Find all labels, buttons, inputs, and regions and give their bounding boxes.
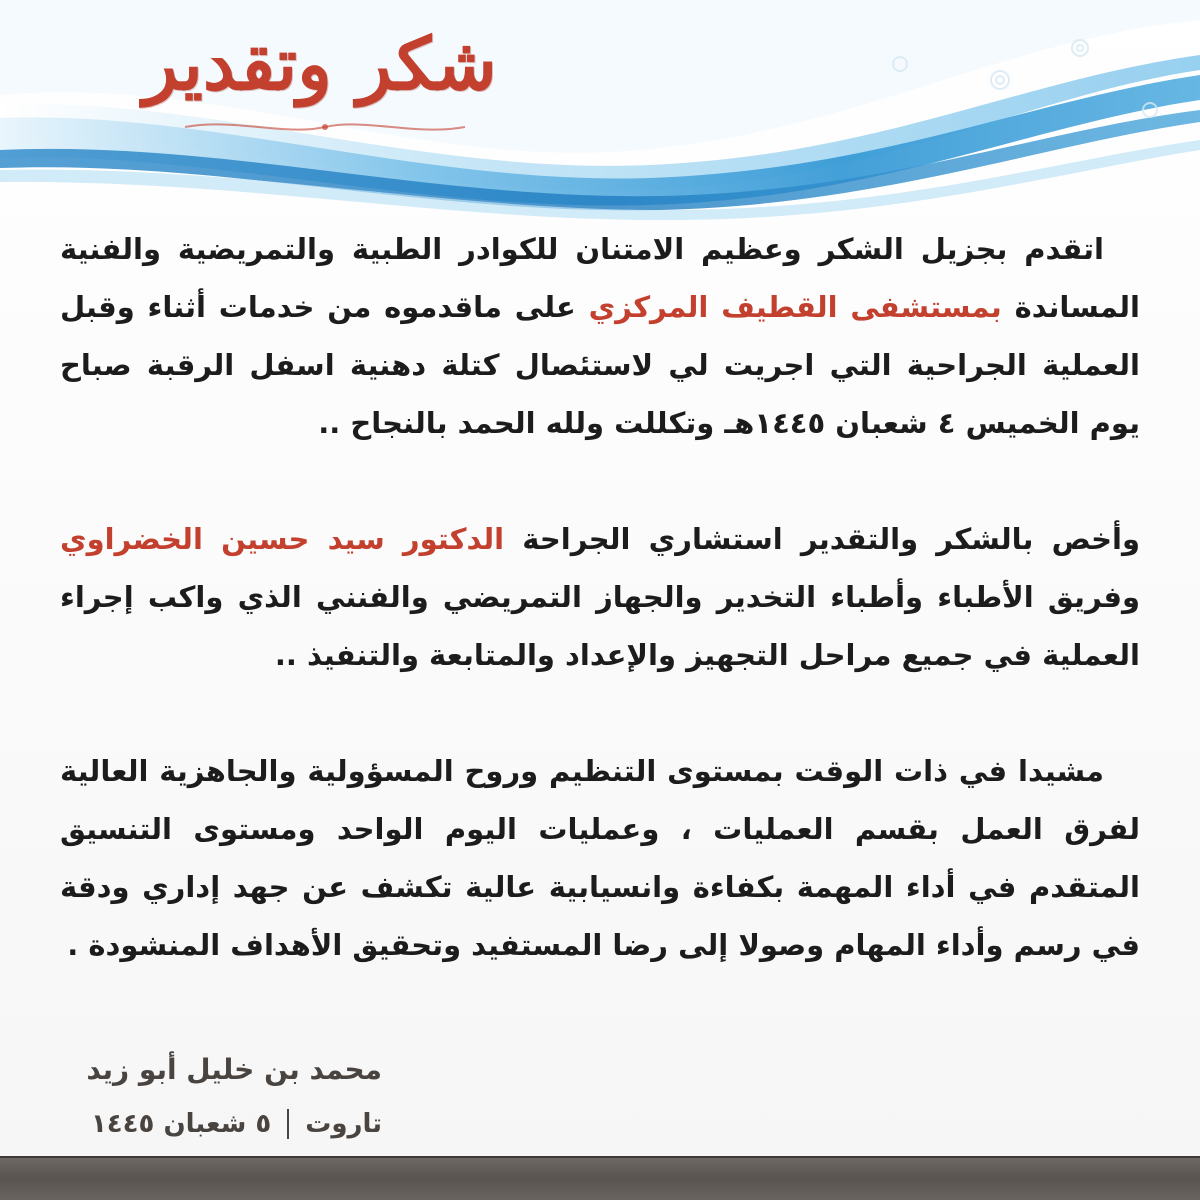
- p1-text-a: اتقدم بجزيل الشكر وعظيم الامتنان للكوادر الطبية والتمريضية والفنية المساندة: [60, 232, 1141, 324]
- page-title: شكر وتقدير: [143, 21, 497, 106]
- p2-text-a: وأخص بالشكر والتقدير استشاري الجراحة: [504, 522, 1140, 556]
- footer-band: [0, 1158, 1200, 1200]
- paragraph-praise: مشيدا في ذات الوقت بمستوى التنظيم وروح المسؤولية والجاهزية العالية لفرق العمل بقسم العمليات ، وعمليات اليوم الواحد ومستوى التنسيق المتقدم في أداء المهمة بكفاءة وانسيابية عالية تكشف عن جهد إداري ودقة في رسم وأداء المهام وصولا إلى رضا المستفيد وتحقيق الأهداف المنشودة .: [60, 754, 1140, 962]
- signature-date: ٥ شعبان ١٤٤٥: [90, 1109, 272, 1139]
- paragraph-gratitude: [60, 220, 1140, 452]
- signatory-name: محمد بن خليل أبو زيد: [86, 1053, 382, 1086]
- signature-place-date: [52, 1104, 382, 1144]
- p2-text-b: وفريق الأطباء وأطباء التخدير والجهاز التمريضي والفنني الذي واكب إجراء العملية في جميع مراحل التجهيز والإعداد والمتابعة والتنفيذ ..: [60, 580, 1140, 672]
- letter-body: [60, 220, 1140, 1032]
- signature-block: [52, 1050, 382, 1144]
- hospital-name: بمستشفى القطيف المركزي: [588, 290, 1002, 324]
- title-ornament-icon: [175, 116, 475, 138]
- doctor-name: الدكتور سيد حسين الخضراوي: [60, 522, 505, 556]
- separator: [287, 1109, 289, 1139]
- p1-text-b: على ماقدموه من خدمات أثناء وقبل العملية الجراحية التي اجريت لي لاستئصال كتلة دهنية اسفل الرقبة صباح يوم الخميس ٤ شعبان ١٤٤٥هـ وتكللت ولله الحمد بالنجاح ..: [60, 290, 1140, 440]
- signature-place: تاروت: [305, 1109, 382, 1139]
- paragraph-special-thanks: [60, 510, 1140, 684]
